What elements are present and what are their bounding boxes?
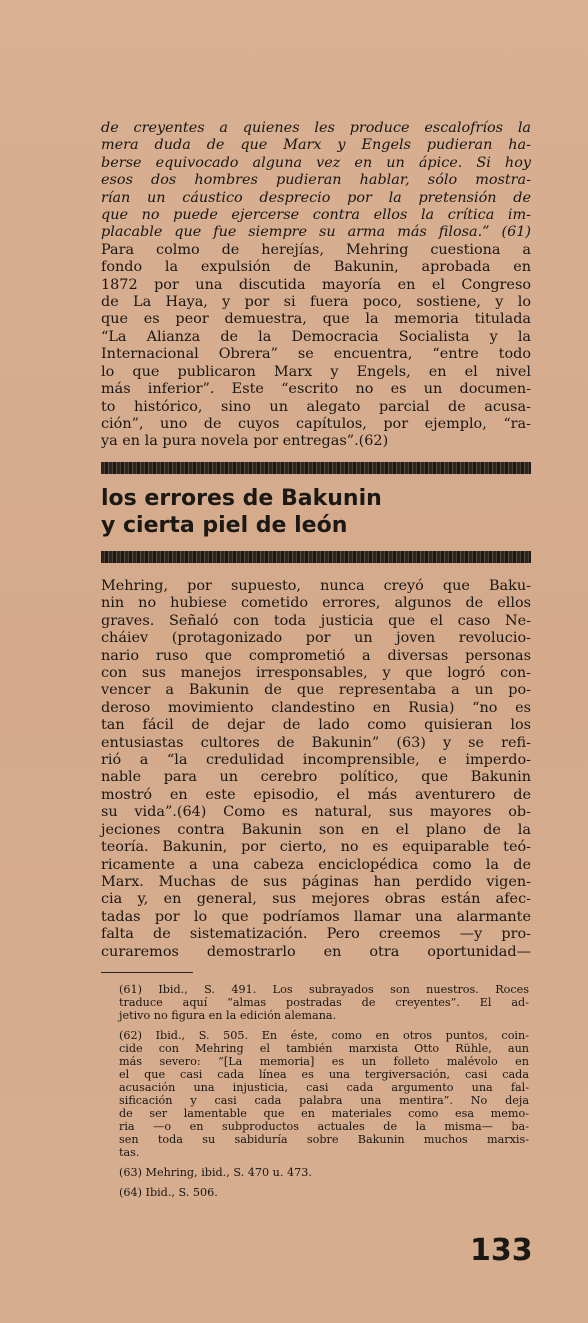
footnote (119, 1186, 529, 1199)
footnote (119, 1029, 529, 1159)
body-line: curaremos demostrarlo en otra oportunidad— (101, 943, 531, 960)
footnote-line: ria —o en subproductos actuales de la misma— ba- (119, 1120, 529, 1133)
body-line: teoría. Bakunin, por cierto, no es equiparable teó- (101, 839, 531, 856)
body-line: nin no hubiese cometido errores, algunos de ellos (101, 595, 531, 612)
footnote (119, 983, 529, 1022)
intro-line: más inferior”. Este “escrito no es un documen- (101, 381, 531, 398)
body-line: graves. Señaló con toda justicia que el caso Ne- (101, 612, 531, 629)
section-rule-top (101, 462, 531, 474)
body-line: con sus manejos irresponsables, y que logró con- (101, 665, 531, 682)
body-line: cháiev (protagonizado por un joven revolucio- (101, 630, 531, 647)
footnote-line: sen toda su sabiduría sobre Bakunin muchos marxis- (119, 1133, 529, 1146)
heading-line-2: y cierta piel de león (101, 513, 348, 538)
intro-line: “La Alianza de la Democracia Socialista y la (101, 328, 531, 345)
body-line: vencer a Bakunin de que representaba a un po- (101, 682, 531, 699)
body-line: jeciones contra Bakunin son en el plano de la (101, 821, 531, 838)
intro-line: berse equivocado alguna vez en un ápice. Si hoy (101, 154, 531, 171)
footnote-line: jetivo no figura en la edición alemana. (119, 1009, 337, 1022)
footnote-line: traduce aquí “almas postradas de creyentes”. El ad- (119, 996, 529, 1009)
body-line: falta de sistematización. Pero creemos —y pro- (101, 926, 531, 943)
intro-line: mera duda de que Marx y Engels pudieran ha- (101, 137, 531, 154)
intro-line: 1872 por una discutida mayoría en el Congreso (101, 276, 531, 293)
intro-line: que no puede ejercerse contra ellos la crítica im- (101, 207, 531, 224)
footnote-line: más severo: “[La memoria] es un folleto malévolo en (119, 1055, 529, 1068)
intro-paragraph (101, 120, 531, 451)
body-line: ricamente a una cabeza enciclopédica como la de (101, 856, 531, 873)
footnote (119, 1166, 529, 1179)
heading-line-1: los errores de Bakunin (101, 486, 382, 511)
footnote-line: acusación una injusticia, casi cada argumento una fal- (119, 1081, 529, 1094)
body-line: rió a “la credulidad incomprensible, e imperdo- (101, 752, 531, 769)
body-line: mostró en este episodio, el más aventurero de (101, 786, 531, 803)
intro-line: de La Haya, y por si fuera poco, sostiene, y lo (101, 294, 531, 311)
body-line: Mehring, por supuesto, nunca creyó que Baku- (101, 578, 531, 594)
intro-line: de creyentes a quienes les produce escalofríos la (101, 120, 531, 136)
body-line: Marx. Muchas de sus páginas han perdido vigen- (101, 873, 531, 890)
intro-line: ya en la pura novela por entregas”.(62) (101, 433, 389, 450)
footnote-line: sificación y casi cada palabra una mentira”. No deja (119, 1094, 529, 1107)
body-line: nario ruso que comprometió a diversas personas (101, 647, 531, 664)
intro-line: Para colmo de herejías, Mehring cuestiona a (101, 241, 531, 258)
intro-line: esos dos hombres pudieran hablar, sólo mostra- (101, 172, 531, 189)
footnote-line: (62) Ibid., S. 505. En éste, como en otros puntos, coin- (119, 1029, 529, 1042)
intro-line: ción”, uno de cuyos capítulos, por ejemplo, “ra- (101, 415, 531, 432)
footnote-separator (101, 972, 193, 973)
intro-line: fondo la expulsión de Bakunin, aprobada en (101, 259, 531, 276)
body-line: entusiastas cultores de Bakunin” (63) y se refi- (101, 734, 531, 751)
footnote-line: de ser lamentable que en materiales como esa memo- (119, 1107, 529, 1120)
page-number: 133 (470, 1233, 533, 1268)
intro-line: que es peor demuestra, que la memoria titulada (101, 311, 531, 328)
footnote-line: el que casi cada línea es una tergiversación, casi cada (119, 1068, 529, 1081)
intro-line: rían un cáustico desprecio por la pretensión de (101, 189, 531, 206)
footnote-line: tas. (119, 1146, 140, 1159)
body-line: cia y, en general, sus mejores obras están afec- (101, 891, 531, 908)
body-line: su vida”.(64) Como es natural, sus mayores ob- (101, 804, 531, 821)
footnotes (119, 983, 529, 1206)
footnote-line: (63) Mehring, ibid., S. 470 u. 473. (119, 1166, 312, 1179)
intro-line: lo que publicaron Marx y Engels, en el nivel (101, 363, 531, 380)
intro-line: Internacional Obrera” se encuentra, “entre todo (101, 346, 531, 363)
body-line: tan fácil de dejar de lado como quisieran los (101, 717, 531, 734)
body-line: deroso movimiento clandestino en Rusia) “no es (101, 699, 531, 716)
footnote-line: (64) Ibid., S. 506. (119, 1186, 218, 1199)
section-heading (101, 485, 531, 539)
body-paragraph (101, 578, 531, 961)
intro-line: to histórico, sino un alegato parcial de acusa- (101, 398, 531, 415)
body-line: tadas por lo que podríamos llamar una alarmante (101, 908, 531, 925)
section-rule-bottom (101, 551, 531, 563)
footnote-line: cide con Mehring el también marxista Otto Rühle, aun (119, 1042, 529, 1055)
intro-line: placable que fue siempre su arma más filosa.” (61) (101, 224, 531, 241)
body-line: nable para un cerebro político, que Bakunin (101, 769, 531, 786)
footnote-line: (61) Ibid., S. 491. Los subrayados son nuestros. Roces (119, 983, 529, 996)
